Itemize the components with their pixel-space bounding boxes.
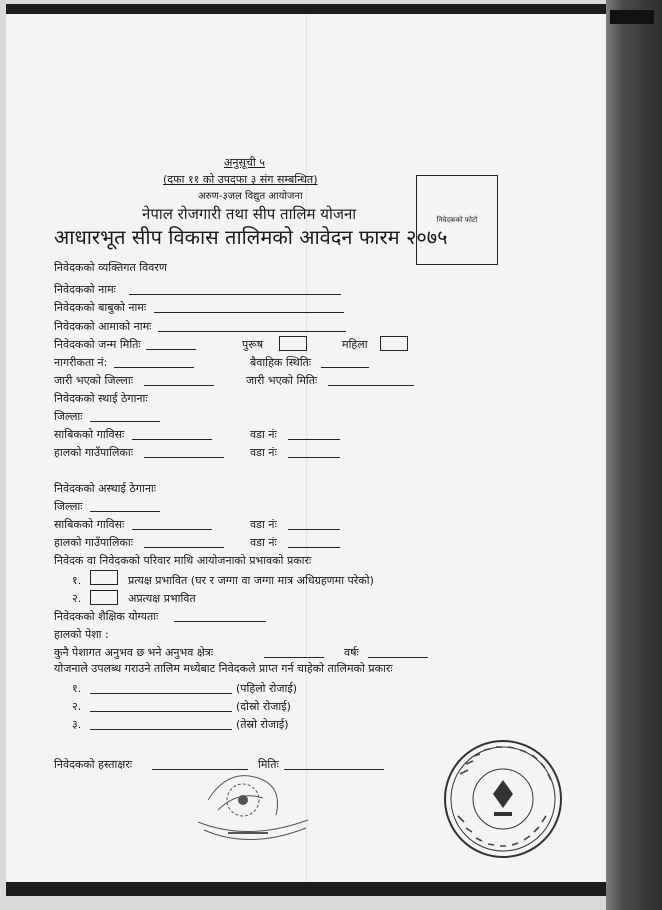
impact-option1-number: १. (72, 574, 82, 587)
education-label: निवेदकको शैक्षिक योग्यताः (54, 610, 159, 623)
education-field[interactable] (174, 621, 266, 622)
training-choice3-label: (तेस्रो रोजाई) (236, 718, 289, 731)
father-name-field[interactable] (154, 312, 344, 313)
dob-label: निवेदकको जन्म मितिः (54, 338, 141, 351)
applicant-name-label: निवेदकको नामः (54, 283, 116, 296)
temporary-former-vdc-label: साबिकको गाविसः (54, 518, 125, 531)
annex-label: अनुसूची ५ (224, 156, 265, 169)
company-round-stamp (438, 734, 568, 864)
signature-date-field[interactable] (284, 769, 384, 770)
marital-status-label: बैवाहिक स्थितिः (250, 356, 312, 369)
program-name: नेपाल रोजगारी तथा सीप तालिम योजना (142, 205, 357, 223)
temporary-district-field[interactable] (90, 511, 160, 512)
training-choice2-label: (दोस्रो रोजाई) (236, 700, 291, 713)
male-label: पुरूष (242, 338, 264, 351)
project-name: अरुण-३जल विद्युत आयोजना (198, 191, 303, 202)
experience-field-input[interactable] (264, 657, 324, 658)
permanent-address-heading: निवेदकको स्थाई ठेगानाः (54, 392, 148, 405)
dob-field[interactable] (146, 349, 196, 350)
permanent-ward2-label: वडा नंः (250, 446, 277, 459)
photo-box-label: निवेदकको फोटो (436, 216, 478, 224)
temporary-ward2-label: वडा नंः (250, 536, 277, 549)
permanent-ward1-field[interactable] (288, 439, 340, 440)
impact-question: निवेदक वा निवेदकको परिवार माथि आयोजनाको प्रभावको प्रकारः (54, 554, 312, 567)
permanent-former-vdc-field[interactable] (132, 439, 212, 440)
temporary-municipality-label: हालको गाउँपालिकाः (54, 536, 133, 549)
section-reference: (दफा ११ को उपदफा ३ संग सम्बन्धित) (163, 173, 318, 186)
mother-name-label: निवेदकको आमाको नामः (54, 320, 152, 333)
temporary-district-label: जिल्लाः (54, 500, 83, 513)
female-checkbox[interactable] (380, 336, 408, 351)
temporary-former-vdc-field[interactable] (132, 529, 212, 530)
experience-years-input[interactable] (368, 657, 428, 658)
training-choice1-field[interactable] (90, 693, 232, 694)
temporary-municipality-field[interactable] (144, 547, 224, 548)
training-choice3-field[interactable] (90, 729, 232, 730)
paper-crease (306, 4, 307, 896)
application-form-page (6, 4, 606, 896)
issued-district-field[interactable] (144, 385, 214, 386)
government-seal-stamp (188, 760, 318, 850)
female-label: महिला (342, 338, 368, 351)
male-checkbox[interactable] (279, 336, 307, 351)
mother-name-field[interactable] (158, 331, 346, 332)
signature-date-label: मितिः (258, 758, 279, 771)
permanent-district-field[interactable] (90, 421, 160, 422)
experience-years-label: वर्षः (344, 646, 359, 659)
impact-indirect-checkbox[interactable] (90, 590, 118, 605)
permanent-former-vdc-label: साबिकको गाविसः (54, 428, 125, 441)
impact-indirect-label: अप्रत्यक्ष प्रभावित (128, 592, 196, 605)
applicant-name-field[interactable] (129, 294, 341, 295)
citizenship-label: नागरीकता नं: (54, 356, 108, 369)
temporary-ward1-label: वडा नंः (250, 518, 277, 531)
issued-date-label: जारी भएको मितिः (246, 374, 318, 387)
personal-heading: निवेदकको व्यक्तिगत विवरण (54, 261, 167, 274)
issued-district-label: जारी भएको जिल्लाः (54, 374, 133, 387)
training-question: योजनाले उपलब्ध गराउने तालिम मध्येबाट निवेदकले प्राप्त गर्न चाहेको तालिमको प्रकारः (54, 662, 393, 675)
permanent-municipality-label: हालको गाउँपालिकाः (54, 446, 133, 459)
scan-edge-strip (610, 10, 654, 24)
issued-date-field[interactable] (328, 385, 414, 386)
permanent-municipality-field[interactable] (144, 457, 224, 458)
permanent-district-label: जिल्लाः (54, 410, 83, 423)
impact-direct-label: प्रत्यक्ष प्रभावित (घर र जग्गा वा जग्गा मात्र अधिग्रहणमा परेको) (128, 574, 374, 587)
photo-box (416, 175, 498, 265)
training-choice2-field[interactable] (90, 711, 232, 712)
training-choice3-number: ३. (72, 718, 82, 731)
scan-right-edge (606, 0, 662, 910)
occupation-label: हालको पेशा : (54, 628, 109, 641)
father-name-label: निवेदकको बाबुको नामः (54, 301, 147, 314)
training-choice1-label: (पहिलो रोजाई) (236, 682, 298, 695)
experience-field-label: कुनै पेशागत अनुभव छ भने अनुभव क्षेत्रः (54, 646, 214, 659)
training-choice2-number: २. (72, 700, 82, 713)
scan-bottom-border (6, 882, 606, 896)
marital-status-field[interactable] (321, 367, 369, 368)
citizenship-field[interactable] (114, 367, 194, 368)
permanent-ward2-field[interactable] (288, 457, 340, 458)
temporary-ward1-field[interactable] (288, 529, 340, 530)
temporary-ward2-field[interactable] (288, 547, 340, 548)
permanent-ward1-label: वडा नंः (250, 428, 277, 441)
temporary-address-heading: निवेदकको अस्थाई ठेगानाः (54, 482, 156, 495)
signature-label: निवेदकको हस्ताक्षरः (54, 758, 132, 771)
impact-direct-checkbox[interactable] (90, 570, 118, 585)
form-title: आधारभूत सीप विकास तालिमको आवेदन फारम २०७५ (54, 225, 448, 249)
training-choice1-number: १. (72, 682, 82, 695)
impact-option2-number: २. (72, 592, 82, 605)
